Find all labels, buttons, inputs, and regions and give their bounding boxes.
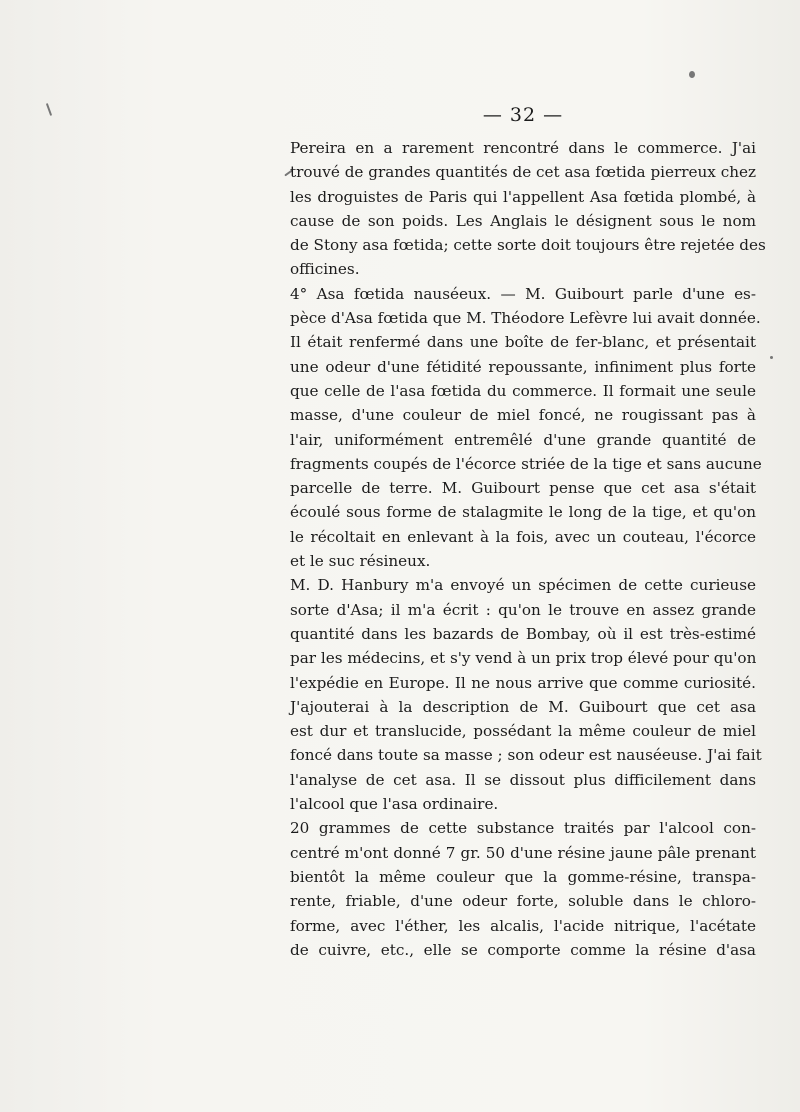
ink-speck [770, 356, 773, 359]
text-line: Pereira en a rarement rencontré dans le commerce. J'ai [290, 139, 756, 157]
text-line: forme, avec l'éther, les alcalis, l'acide nitrique, l'acétate [290, 916, 756, 935]
text-line: et le suc résineux. [290, 552, 431, 571]
text-line: M. D. Hanbury m'a envoyé un spécimen de cette curieuse [290, 576, 756, 595]
page-number: — 32 — [482, 104, 564, 126]
text-line: l'analyse de cet asa. Il se dissout plus difficilement dans [290, 770, 756, 789]
text-line: bientôt la même couleur que la gomme-résine, transpa- [290, 867, 756, 886]
text-line: fragments coupés de l'écorce striée de la tige et sans aucune [290, 454, 762, 473]
text-line: parcelle de terre. M. Guibourt pense que cet asa s'était [290, 479, 756, 498]
text-line: que celle de l'asa fœtida du commerce. Il formait une seule [290, 381, 756, 400]
text-line: de cuivre, etc., elle se comporte comme la résine d'asa [290, 940, 756, 959]
text-line: 20 grammes de cette substance traités par l'alcool con- [290, 819, 756, 838]
text-line: trouvé de grandes quantités de cet asa fœtida pierreux chez [290, 163, 756, 182]
text-line: masse, d'une couleur de miel foncé, ne rougissant pas à [290, 406, 756, 425]
text-line: par les médecins, et s'y vend à un prix trop élevé pour qu'on [290, 649, 757, 668]
text-line: le récoltait en enlevant à la fois, avec un couteau, l'écorce [290, 527, 756, 546]
text-line: cause de son poids. Les Anglais le désignent sous le nom [290, 211, 756, 230]
text-line: 4° Asa fœtida nauséeux. — M. Guibourt parle d'une es- [290, 284, 756, 303]
text-line: foncé dans toute sa masse ; son odeur est nauséeuse. J'ai fait [290, 746, 762, 765]
text-line: centré m'ont donné 7 gr. 50 d'une résine jaune pâle prenant [290, 843, 756, 862]
ink-speck [689, 71, 695, 78]
text-line: l'alcool que l'asa ordinaire. [290, 795, 499, 814]
text-line: officines. [290, 260, 360, 279]
text-line: une odeur d'une fétidité repoussante, infiniment plus forte [290, 357, 756, 376]
text-line: écoulé sous forme de stalagmite le long de la tige, et qu'on [290, 503, 756, 522]
text-line: rente, friable, d'une odeur forte, soluble dans le chloro- [290, 892, 756, 911]
text-line: de Stony asa fœtida; cette sorte doit toujours être rejetée des [290, 236, 766, 255]
text-line: quantité dans les bazards de Bombay, où il est très-estimé [290, 624, 756, 643]
text-line: l'air, uniformément entremêlé d'une grande quantité de [290, 430, 756, 449]
text-line: est dur et translucide, possédant la même couleur de miel [290, 722, 756, 741]
text-line: l'expédie en Europe. Il ne nous arrive que comme curiosité. [290, 673, 756, 692]
text-line: les droguistes de Paris qui l'appellent Asa fœtida plombé, à [290, 187, 756, 206]
body-text [290, 136, 766, 962]
text-line: pèce d'Asa fœtida que M. Théodore Lefèvre lui avait donnée. [290, 309, 761, 328]
text-line: Il était renfermé dans une boîte de fer-blanc, et présentait [290, 333, 756, 352]
text-line: sorte d'Asa; il m'a écrit : qu'on le trouve en assez grande [290, 600, 756, 619]
text-line: J'ajouterai à la description de M. Guibourt que cet asa [290, 697, 756, 716]
